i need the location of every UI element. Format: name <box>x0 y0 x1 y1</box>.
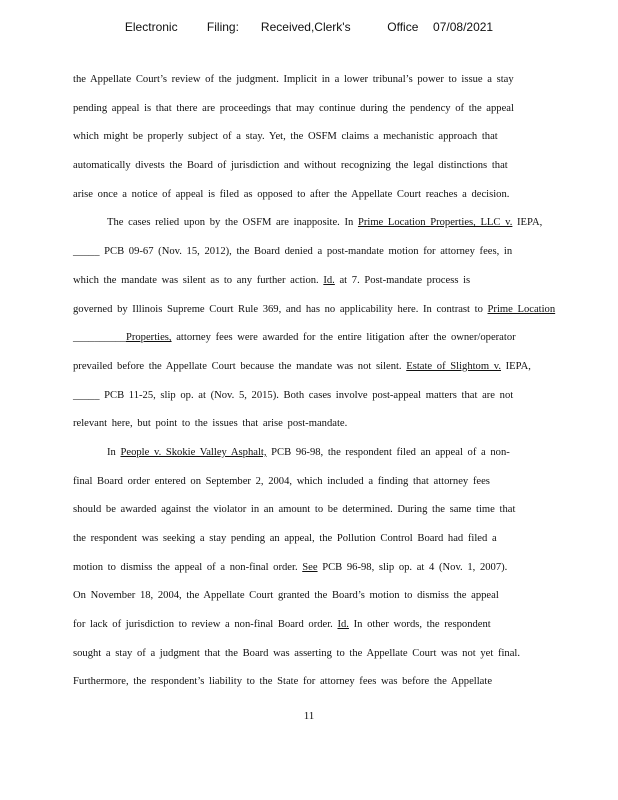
text-line <box>73 129 579 158</box>
text-segment: PCB 96-98, slip op. at 4 (Nov. 1, 2007). <box>317 561 508 573</box>
text-line <box>73 158 579 187</box>
text-segment: In <box>107 446 121 458</box>
underlined-citation: Prime Location Properties, LLC v. <box>357 217 513 229</box>
text-segment: motion to dismiss the appeal of a non-final order. <box>73 561 303 573</box>
text-segment: the respondent was seeking a stay pending an appeal, the Pollution Control Board had filed a <box>73 533 497 544</box>
text-segment: at 7. Post-mandate process is <box>334 274 471 286</box>
text-segment: final Board order entered on September 2, 2004, which included a finding that attorney fees <box>73 475 490 487</box>
text-segment: IEPA, <box>512 217 543 229</box>
text-segment: automatically divests the Board of jurisdiction and without recognizing the legal distinctions that <box>73 160 508 172</box>
text-segment: attorney fees were awarded for the entire litigation after the owner/operator <box>171 332 516 344</box>
filing-header: Electronic Filing: Received,Clerk's Office 07/08/2021 <box>124 20 494 34</box>
text-line <box>73 302 579 331</box>
underlined-citation: See <box>302 561 318 573</box>
text-segment: On November 18, 2004, the Appellate Court granted the Board’s motion to dismiss the appeal <box>73 590 499 602</box>
text-segment: for lack of jurisdiction to review a non-final Board order. <box>73 619 338 631</box>
text-segment: _____ <box>73 389 100 401</box>
text-segment: __________ <box>73 332 126 344</box>
text-segment: the Appellate Court’s review of the judgment. Implicit in a lower tribunal’s power to issue a stay <box>73 74 514 85</box>
underlined-citation: Id. <box>323 274 335 286</box>
text-line <box>73 72 579 101</box>
text-segment: should be awarded against the violator in an amount to be determined. During the same time that <box>73 504 516 516</box>
text-segment: IEPA, <box>501 360 531 372</box>
underlined-citation: People v. Skokie Valley Asphalt, <box>120 446 267 458</box>
underlined-citation: Estate of Slightom v. <box>406 360 501 372</box>
text-segment: arise once a notice of appeal is filed as opposed to after the Appellate Court reaches a decision. <box>73 188 510 200</box>
underlined-citation: Properties, <box>125 332 172 344</box>
text-segment: PCB 96-98, the respondent filed an appeal of a non- <box>266 446 510 458</box>
text-segment: prevailed before the Appellate Court because the mandate was not silent. <box>73 360 407 372</box>
text-segment: Furthermore, the respondent’s liability to the State for attorney fees was before the Appellate <box>73 676 493 688</box>
text-line <box>73 416 579 445</box>
text-segment: PCB 09-67 (Nov. 15, 2012), the Board denied a post-mandate motion for attorney fees, in <box>99 246 513 258</box>
text-line <box>73 474 579 503</box>
text-line <box>73 244 579 273</box>
text-segment: sought a stay of a judgment that the Board was asserting to the Appellate Court was not yet final. <box>73 647 521 659</box>
text-segment: pending appeal is that there are proceedings that may continue during the pendency of the appeal <box>73 102 514 114</box>
text-line <box>73 588 579 617</box>
text-line <box>73 388 579 417</box>
underlined-citation: Prime <box>487 303 518 315</box>
text-segment: In other words, the respondent <box>348 619 491 631</box>
text-line <box>73 617 579 646</box>
text-line <box>73 674 579 703</box>
underlined-citation: Location <box>517 303 556 315</box>
text-line <box>73 646 579 675</box>
text-segment: _____ <box>73 246 100 258</box>
text-line <box>73 560 579 589</box>
text-segment: which the mandate was silent as to any further action. <box>73 274 324 286</box>
text-line <box>73 215 579 244</box>
text-segment: governed by Illinois Supreme Court Rule 369, and has no applicability here. In contrast to <box>73 303 488 315</box>
text-segment: relevant here, but point to the issues that arise post-mandate. <box>73 418 348 430</box>
text-line <box>73 359 579 388</box>
text-line <box>73 101 579 130</box>
text-segment: which might be properly subject of a stay. Yet, the OSFM claims a mechanistic approach that <box>73 131 498 143</box>
text-segment: PCB 11-25, slip op. at (Nov. 5, 2015). Both cases involve post-appeal matters that are not <box>99 389 514 401</box>
text-line <box>73 330 579 359</box>
body-text <box>73 72 579 703</box>
text-line <box>73 187 579 216</box>
text-line <box>73 502 579 531</box>
page-number: 11 <box>303 710 315 722</box>
text-line <box>73 445 579 474</box>
text-segment: The cases relied upon by the OSFM are inapposite. In <box>107 217 358 229</box>
text-line <box>73 531 579 560</box>
text-line <box>73 273 579 302</box>
underlined-citation: Id. <box>337 619 349 631</box>
